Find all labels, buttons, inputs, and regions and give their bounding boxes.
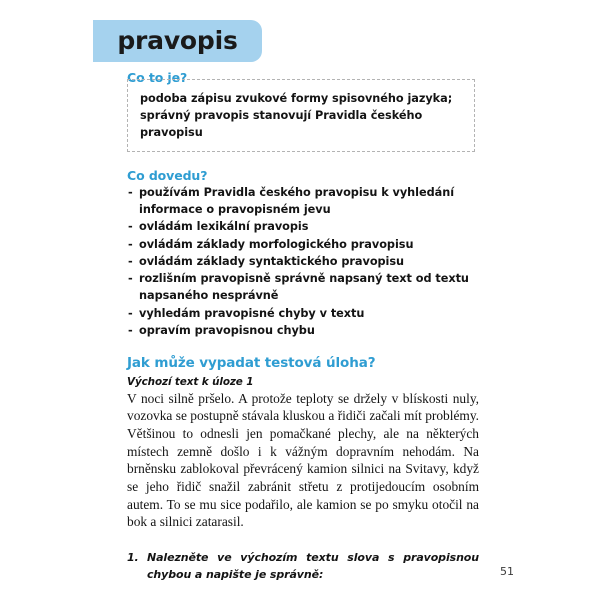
task-source-label: Výchozí text k úloze 1 — [127, 375, 254, 388]
task-question — [127, 549, 479, 583]
section-heading-skills: Co dovedu? — [127, 168, 208, 184]
task-question-text: Nalezněte ve výchozím textu slova s pravopisnou chybou a napište je správně: — [147, 551, 479, 582]
definition-dashed-box — [127, 79, 475, 152]
list-item: - používám Pravidla českého pravopisu k vyhledání informace o pravopisném jevu — [127, 185, 479, 219]
list-item: - vyhledám pravopisné chyby v textu — [127, 306, 479, 323]
task-question-list — [127, 549, 479, 583]
task-question-number: 1. — [127, 551, 139, 565]
page-content — [127, 70, 479, 583]
section-heading-definition: Co to je? — [127, 70, 188, 85]
page-number: 51 — [500, 565, 514, 578]
list-item: - rozlišním pravopisně správně napsaný text od textu napsaného nesprávně — [127, 271, 479, 305]
definition-line: správný pravopis stanovují Pravidla českého pravopisu — [140, 108, 423, 139]
page-title: pravopis — [117, 25, 238, 55]
list-item: - ovládám základy syntaktického pravopisu — [127, 254, 479, 271]
section-heading-task: Jak může vypadat testová úloha? — [127, 354, 376, 371]
definition-box-wrapper — [127, 79, 479, 152]
list-item: - opravím pravopisnou chybu — [127, 323, 479, 340]
task-source-text: V noci silně pršelo. A protože teploty se držely v blískosti nuly, vozovka se postupně stávala kluskou a řidiči začali mít problémy. Většinou to odnesli jen pomačkané plechy, ale na některých místech zemně došlo i k vážným dopravním nehodám. Na brněnsku zablokoval převrácený kamion silnici na Svitavy, když se jeho řidič snažil zabránit střetu z protijedoucím osobním autem. To se mu sice podařilo, ale kamion se po smyku otočil na bok a silnici zatarasil. — [127, 390, 479, 530]
definition-line: podoba zápisu zvukové formy spisovného jazyka; — [140, 91, 453, 105]
page-title-banner — [93, 20, 262, 62]
list-item: - ovládám základy morfologického pravopisu — [127, 237, 479, 254]
list-item: - ovládám lexikální pravopis — [127, 219, 479, 236]
skills-list — [127, 185, 479, 340]
